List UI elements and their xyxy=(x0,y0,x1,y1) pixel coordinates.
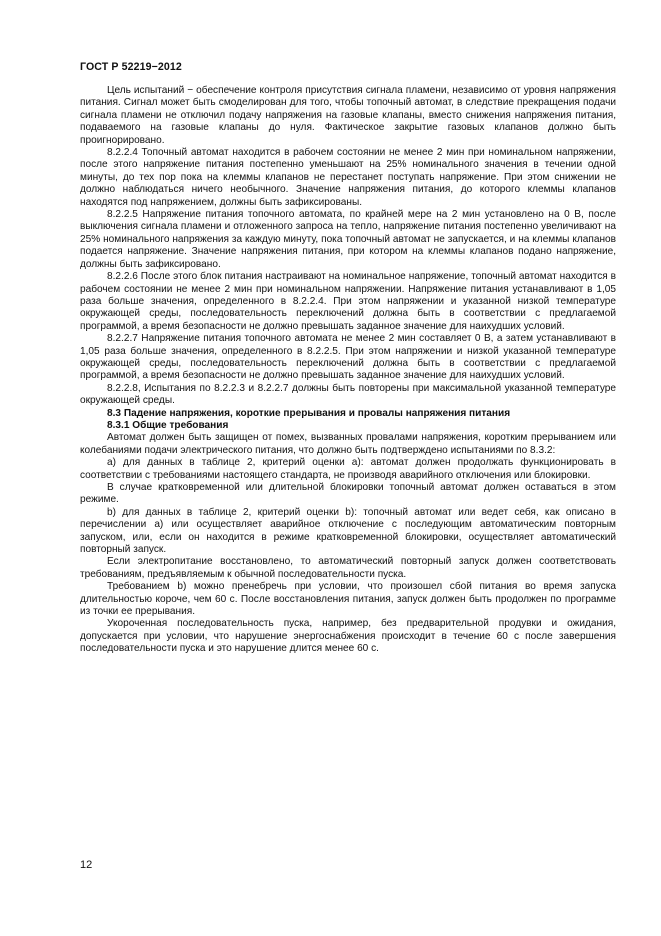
paragraph-criterion-a: a) для данных в таблице 2, критерий оценки а): автомат должен продолжать функционировать в соответствии с требованиями настоящего стандарта, не производя аварийного отключения или блокировки. xyxy=(80,457,616,481)
document-body xyxy=(80,85,616,656)
paragraph-general-requirements: Автомат должен быть защищен от помех, вызванных провалами напряжения, коротким прерыванием или колебаниями подачи электрического питания, что должно быть подтверждено испытаниями по 8.3.2: xyxy=(80,432,616,456)
section-heading-8-3: 8.3 Падение напряжения, короткие прерывания и провалы напряжения питания xyxy=(107,407,511,419)
paragraph-test-purpose: Цель испытаний − обеспечение контроля присутствия сигнала пламени, независимо от уровня напряжения питания. Сигнал может быть смоделирован для того, чтобы топочный автомат, в следствие прекращения подачи сигнала пламени не отключил подачу напряжения на газовые клапаны, вместо снижения напряжения питания, подаваемого на газовые клапаны до нуля. Фактическое закрытие газовых клапанов должно быть проигнорировано. xyxy=(80,85,616,146)
paragraph-shortened-sequence: Укороченная последовательность пуска, например, без предварительной продувки и ожидания, допускается при условии, что нарушение энергоснабжения происходит в течение 60 с после завершения последовательности пуска и это нарушение длится менее 60 с. xyxy=(80,618,616,655)
page-number: 12 xyxy=(80,859,93,871)
section-heading-8-3-1: 8.3.1 Общие требования xyxy=(107,419,229,431)
paragraph-8-2-2-6: 8.2.2.6 После этого блок питания настраивают на номинальное напряжение, топочный автомат находится в рабочем состоянии не менее 2 мин при номинальном напряжении. Напряжение питания устанавливают в 1,05 раза больше значения, определенного в 8.2.2.4. При этом напряжении и указанной низкой температуре окружающей среды, последовательность переключений должна быть в соответствии с предлагаемой программой, а время безопасности не должно превышать заданное значение для наихудших условий. xyxy=(80,271,616,332)
paragraph-8-2-2-7: 8.2.2.7 Напряжение питания топочного автомата не менее 2 мин составляет 0 В, а затем устанавливают в 1,05 раза больше значения, определенного в 8.2.2.5. При этом напряжении и низкой указанной температуре окружающей среды, последовательность переключений должна быть в соответствии с предлагаемой программой, а время безопасности не должно превышать заданное значение для наихудших условий. xyxy=(80,333,616,382)
paragraph-8-2-2-5: 8.2.2.5 Напряжение питания топочного автомата, по крайней мере на 2 мин установлено на 0 В, после выключения сигнала пламени и отложенного запроса на тепло, напряжение питания постепенно увеличивают на 25% номинального напряжения за каждую минуту, пока топочный автомат не запускается, и на клеммы клапанов подается напряжение. Значение напряжения питания, при котором на клеммы клапанов подано напряжение, должны быть зафиксировано. xyxy=(80,209,616,270)
paragraph-8-2-2-4: 8.2.2.4 Топочный автомат находится в рабочем состоянии не менее 2 мин при номинальном напряжении, после этого напряжение питания постепенно уменьшают на 25% номинального значения в течении одной минуты, до тех пор пока на клеммы клапанов не перестанет поступать напряжение. При этом снижении не должно наблюдаться ничего необычного. Значение напряжения питания, до которого клеммы клапанов находятся под напряжением, должны быть зафиксированы. xyxy=(80,147,616,208)
paragraph-criterion-b: b) для данных в таблице 2, критерий оценки b): топочный автомат или ведет себя, как описано в перечислении а) или осуществляет аварийное отключение с последующим автоматическим повторным запуском, или, если он находится в режиме кратковременной блокировки, осуществляет автоматический повторный запуск. xyxy=(80,506,616,556)
paragraph-lockout: В случае кратковременной или длительной блокировки топочный автомат должен оставаться в этом режиме. xyxy=(80,482,616,506)
document-header: ГОСТ Р 52219−2012 xyxy=(80,61,182,73)
paragraph-8-2-2-8: 8.2.2.8, Испытания по 8.2.2.3 и 8.2.2.7 должны быть повторены при максимальной указанной температуре окружающей среды. xyxy=(80,382,616,407)
paragraph-requirement-b-waiver: Требованием b) можно пренебречь при условии, что произошел сбой питания во время запуска длительностью короче, чем 60 с. После восстановления питания, запуск должен быть продолжен по программе из точки ее прерывания. xyxy=(80,581,616,618)
paragraph-power-restored: Если электропитание восстановлено, то автоматический повторный запуск должен соответствовать требованиям, предъявляемым к обычной последовательности пуска. xyxy=(80,556,616,580)
